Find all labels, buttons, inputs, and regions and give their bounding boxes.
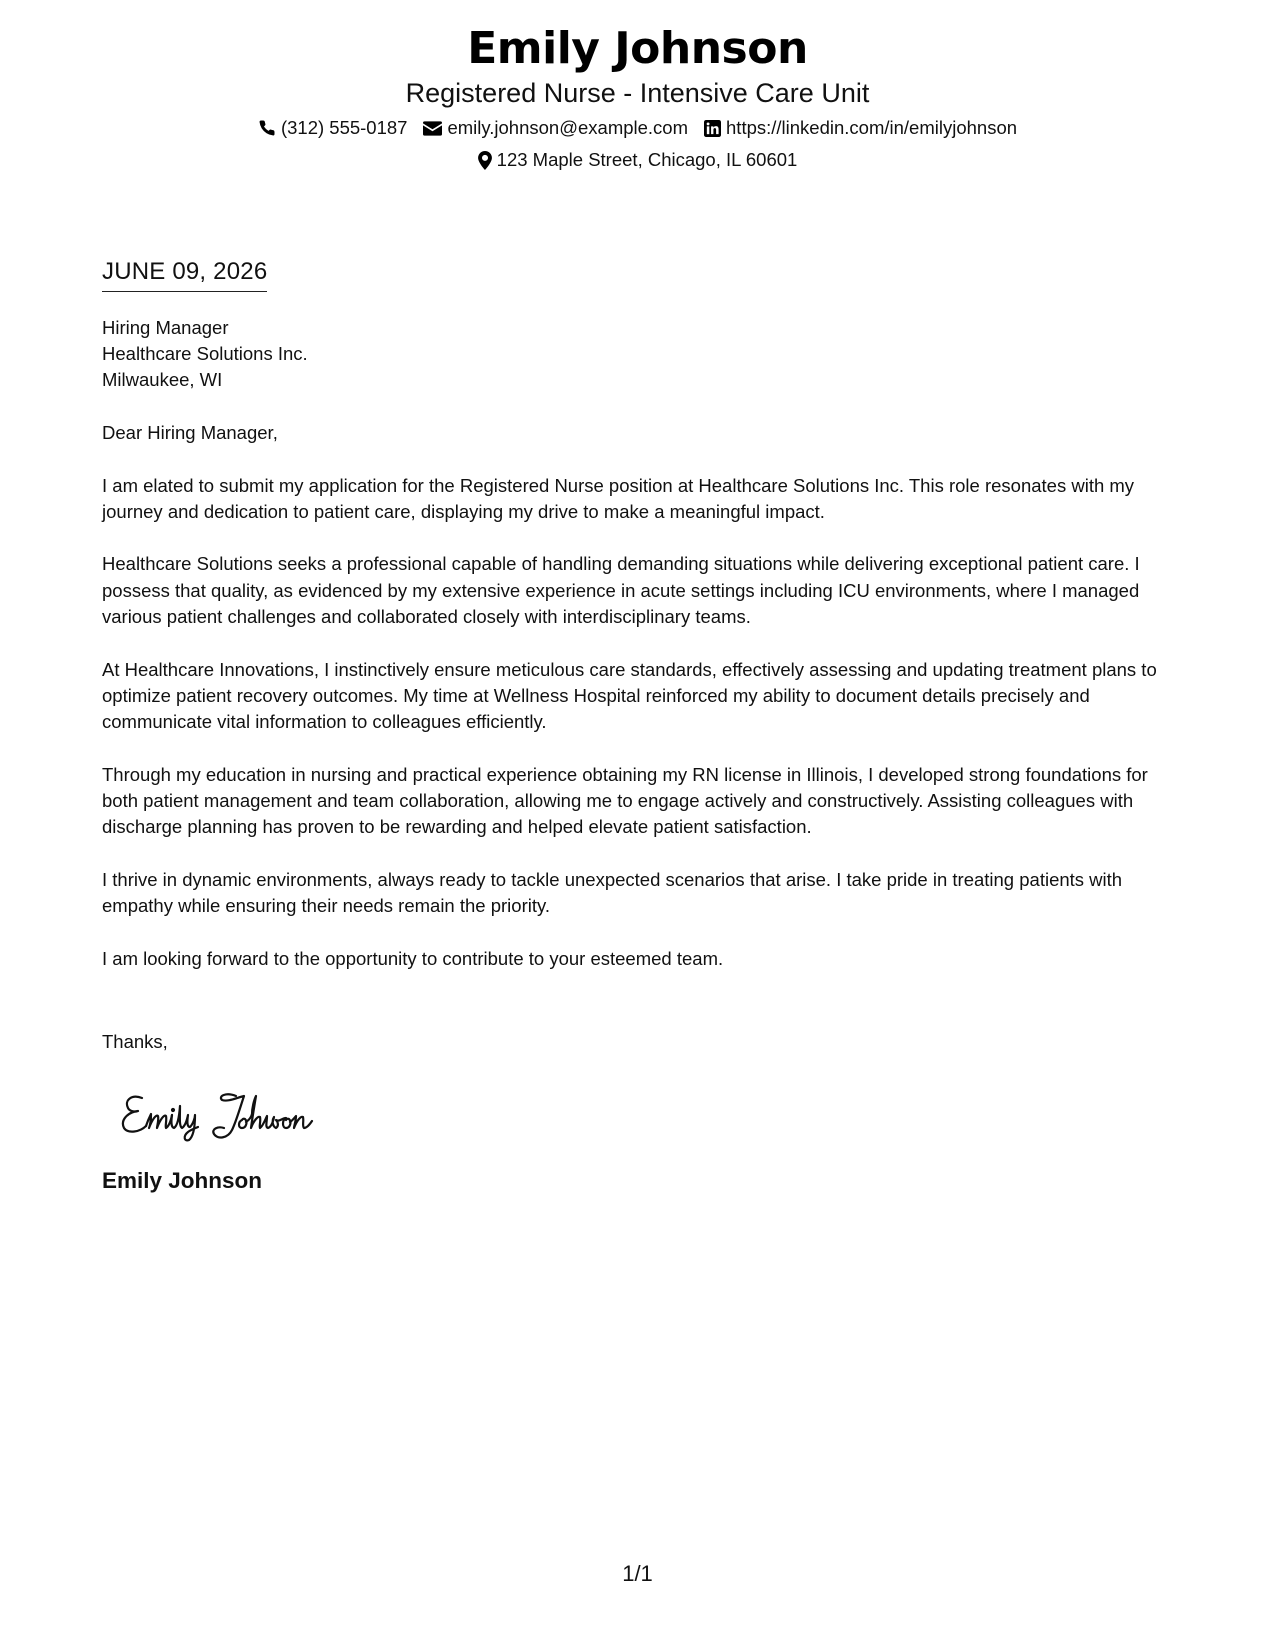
paragraph-5: I thrive in dynamic environments, always ready to tackle unexpected scenarios that arise. I take pride in treating patients with empathy while ensuring their needs remain the priority. [102, 869, 1123, 917]
contact-phone [258, 116, 408, 140]
applicant-role: Registered Nurse - Intensive Care Unit [405, 78, 870, 108]
phone-number: (312) 555-0187 [280, 117, 408, 138]
recipient-company: Healthcare Solutions Inc. [102, 343, 308, 364]
letter-body [102, 420, 1172, 999]
signature-image [118, 1084, 348, 1144]
paragraph-2: Healthcare Solutions seeks a professional capable of handling demanding situations while delivering exceptional patient care. I possess that quality, as evidenced by my extensive experience in acute settings including ICU environments, where I managed various patient challenges and collaborated closely with interdisciplinary teams. [102, 553, 1140, 628]
map-pin-icon [478, 151, 492, 170]
linkedin-icon [704, 120, 721, 137]
applicant-name: Emily Johnson [467, 23, 808, 74]
recipient-title: Hiring Manager [102, 317, 229, 338]
contact-email [423, 116, 688, 140]
handwritten-signature [118, 1084, 348, 1149]
signer-name: Emily Johnson [102, 1168, 263, 1193]
street-address: 123 Maple Street, Chicago, IL 60601 [496, 149, 798, 170]
envelope-icon [423, 121, 442, 136]
paragraph-1: I am elated to submit my application for the Registered Nurse position at Healthcare Solutions Inc. This role resonates with my journey and dedication to patient care, displaying my drive to make a meaningful impact. [102, 474, 1135, 522]
letter-date: JUNE 09, 2026 [102, 257, 267, 292]
contact-address [478, 148, 798, 172]
contact-linkedin [704, 116, 1017, 140]
paragraph-6: I am looking forward to the opportunity to contribute to your esteemed team. [102, 947, 724, 969]
email-address[interactable]: emily.johnson@example.com [447, 117, 689, 138]
phone-icon [258, 119, 276, 137]
paragraph-4: Through my education in nursing and practical experience obtaining my RN license in Illinois, I developed strong foundations for both patient management and team collaboration, allowing me to engage actively and constructively. Assisting colleagues with discharge planning has proven to be rewarding and helped elevate patient satisfaction. [102, 763, 1148, 838]
linkedin-url[interactable]: https://linkedin.com/in/emilyjohnson [726, 117, 1018, 138]
address-row [0, 148, 1275, 172]
recipient-block [102, 315, 308, 393]
letter-header [0, 22, 1275, 172]
paragraph-3: At Healthcare Innovations, I instinctively ensure meticulous care standards, effectively assessing and updating treatment plans to optimize patient recovery outcomes. My time at Wellness Hospital reinforced my ability to document details precisely and communicate vital information to colleagues efficiently. [102, 658, 1157, 733]
page-indicator: 1/1 [622, 1561, 653, 1586]
recipient-location: Milwaukee, WI [102, 369, 223, 390]
closing-line: Thanks, [102, 1031, 168, 1052]
contact-row [0, 116, 1275, 140]
salutation: Dear Hiring Manager, [102, 422, 278, 443]
